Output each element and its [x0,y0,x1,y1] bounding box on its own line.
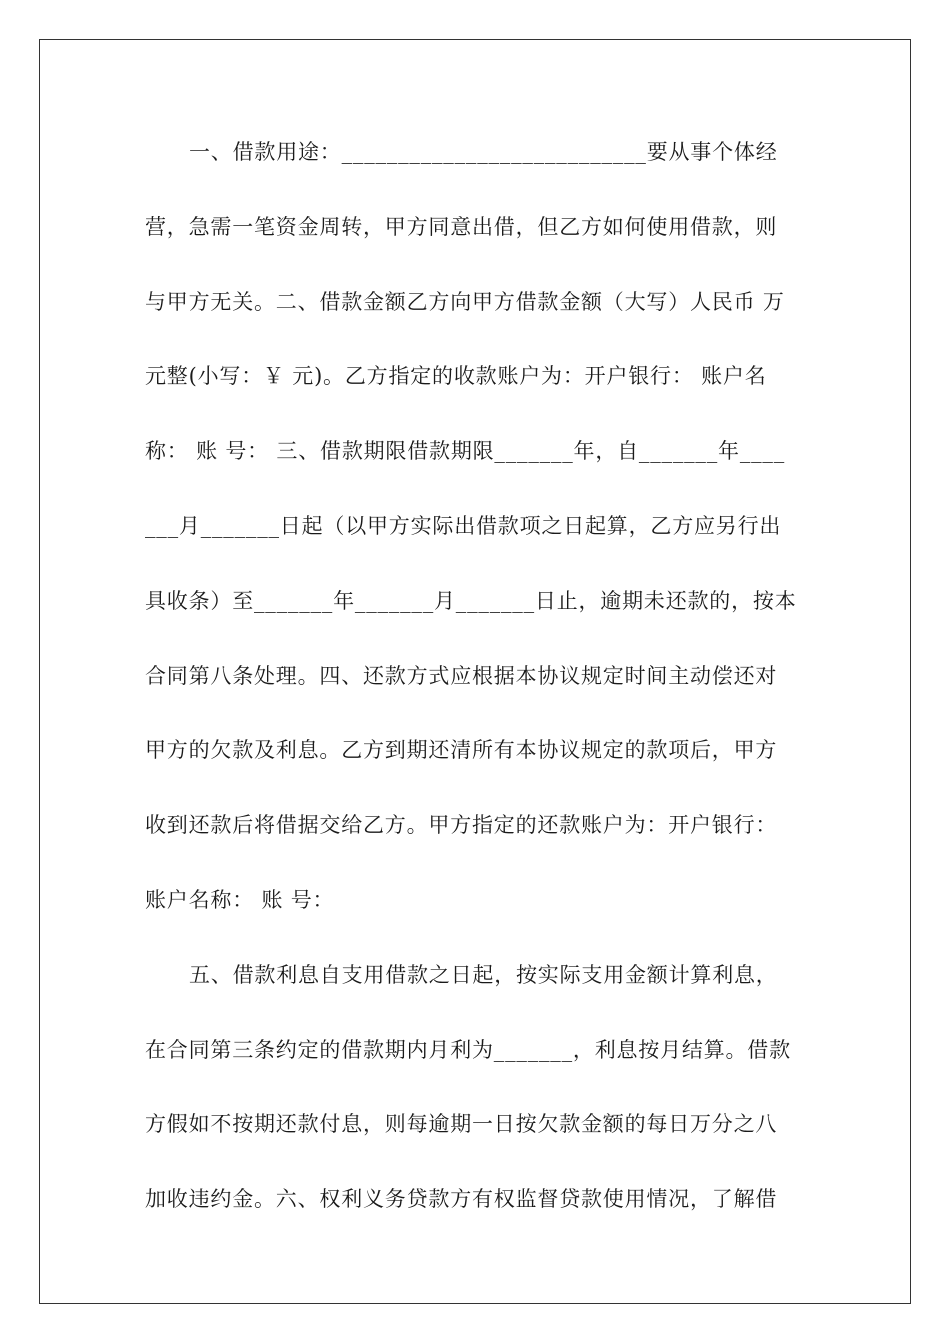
text-line: 在合同第三条约定的借款期内月利为_______，利息按月结算。借款 [145,1037,791,1062]
text-line: ___月_______日起（以甲方实际出借款项之日起算，乙方应另行出 [145,513,782,538]
text-line: 加收违约金。六、权利义务贷款方有权监督贷款使用情况，了解借 [145,1187,778,1212]
text-line: 具收条）至_______年_______月_______日止，逾期未还款的，按本 [145,588,797,613]
document-body [145,130,810,1252]
text-line: 一、借款用途：___________________________要从事个体经 [189,140,778,164]
text-line: 五、借款利息自支用借款之日起，按实际支用金额计算利息， [189,962,778,987]
text-line: 账户名称： 账 号： [145,887,335,912]
text-line: 称： 账 号： 三、借款期限借款期限_______年，自_______年____ [145,439,786,464]
text-line: 甲方的欠款及利息。乙方到期还清所有本协议规定的款项后，甲方 [145,738,778,763]
text-line: 收到还款后将借据交给乙方。甲方指定的还款账户为：开户银行： [145,813,778,838]
text-line: 营，急需一笔资金周转，甲方同意出借，但乙方如何使用借款，则 [145,214,778,239]
text-line: 方假如不按期还款付息，则每逾期一日按欠款金额的每日万分之八 [145,1112,778,1137]
text-line: 合同第八条处理。四、还款方式应根据本协议规定时间主动偿还对 [145,663,778,688]
text-line: 与甲方无关。二、借款金额乙方向甲方借款金额（大写）人民币 万 [145,289,785,314]
text-line: 元整(小写：￥ 元)。乙方指定的收款账户为：开户银行： 账户名 [145,364,767,389]
